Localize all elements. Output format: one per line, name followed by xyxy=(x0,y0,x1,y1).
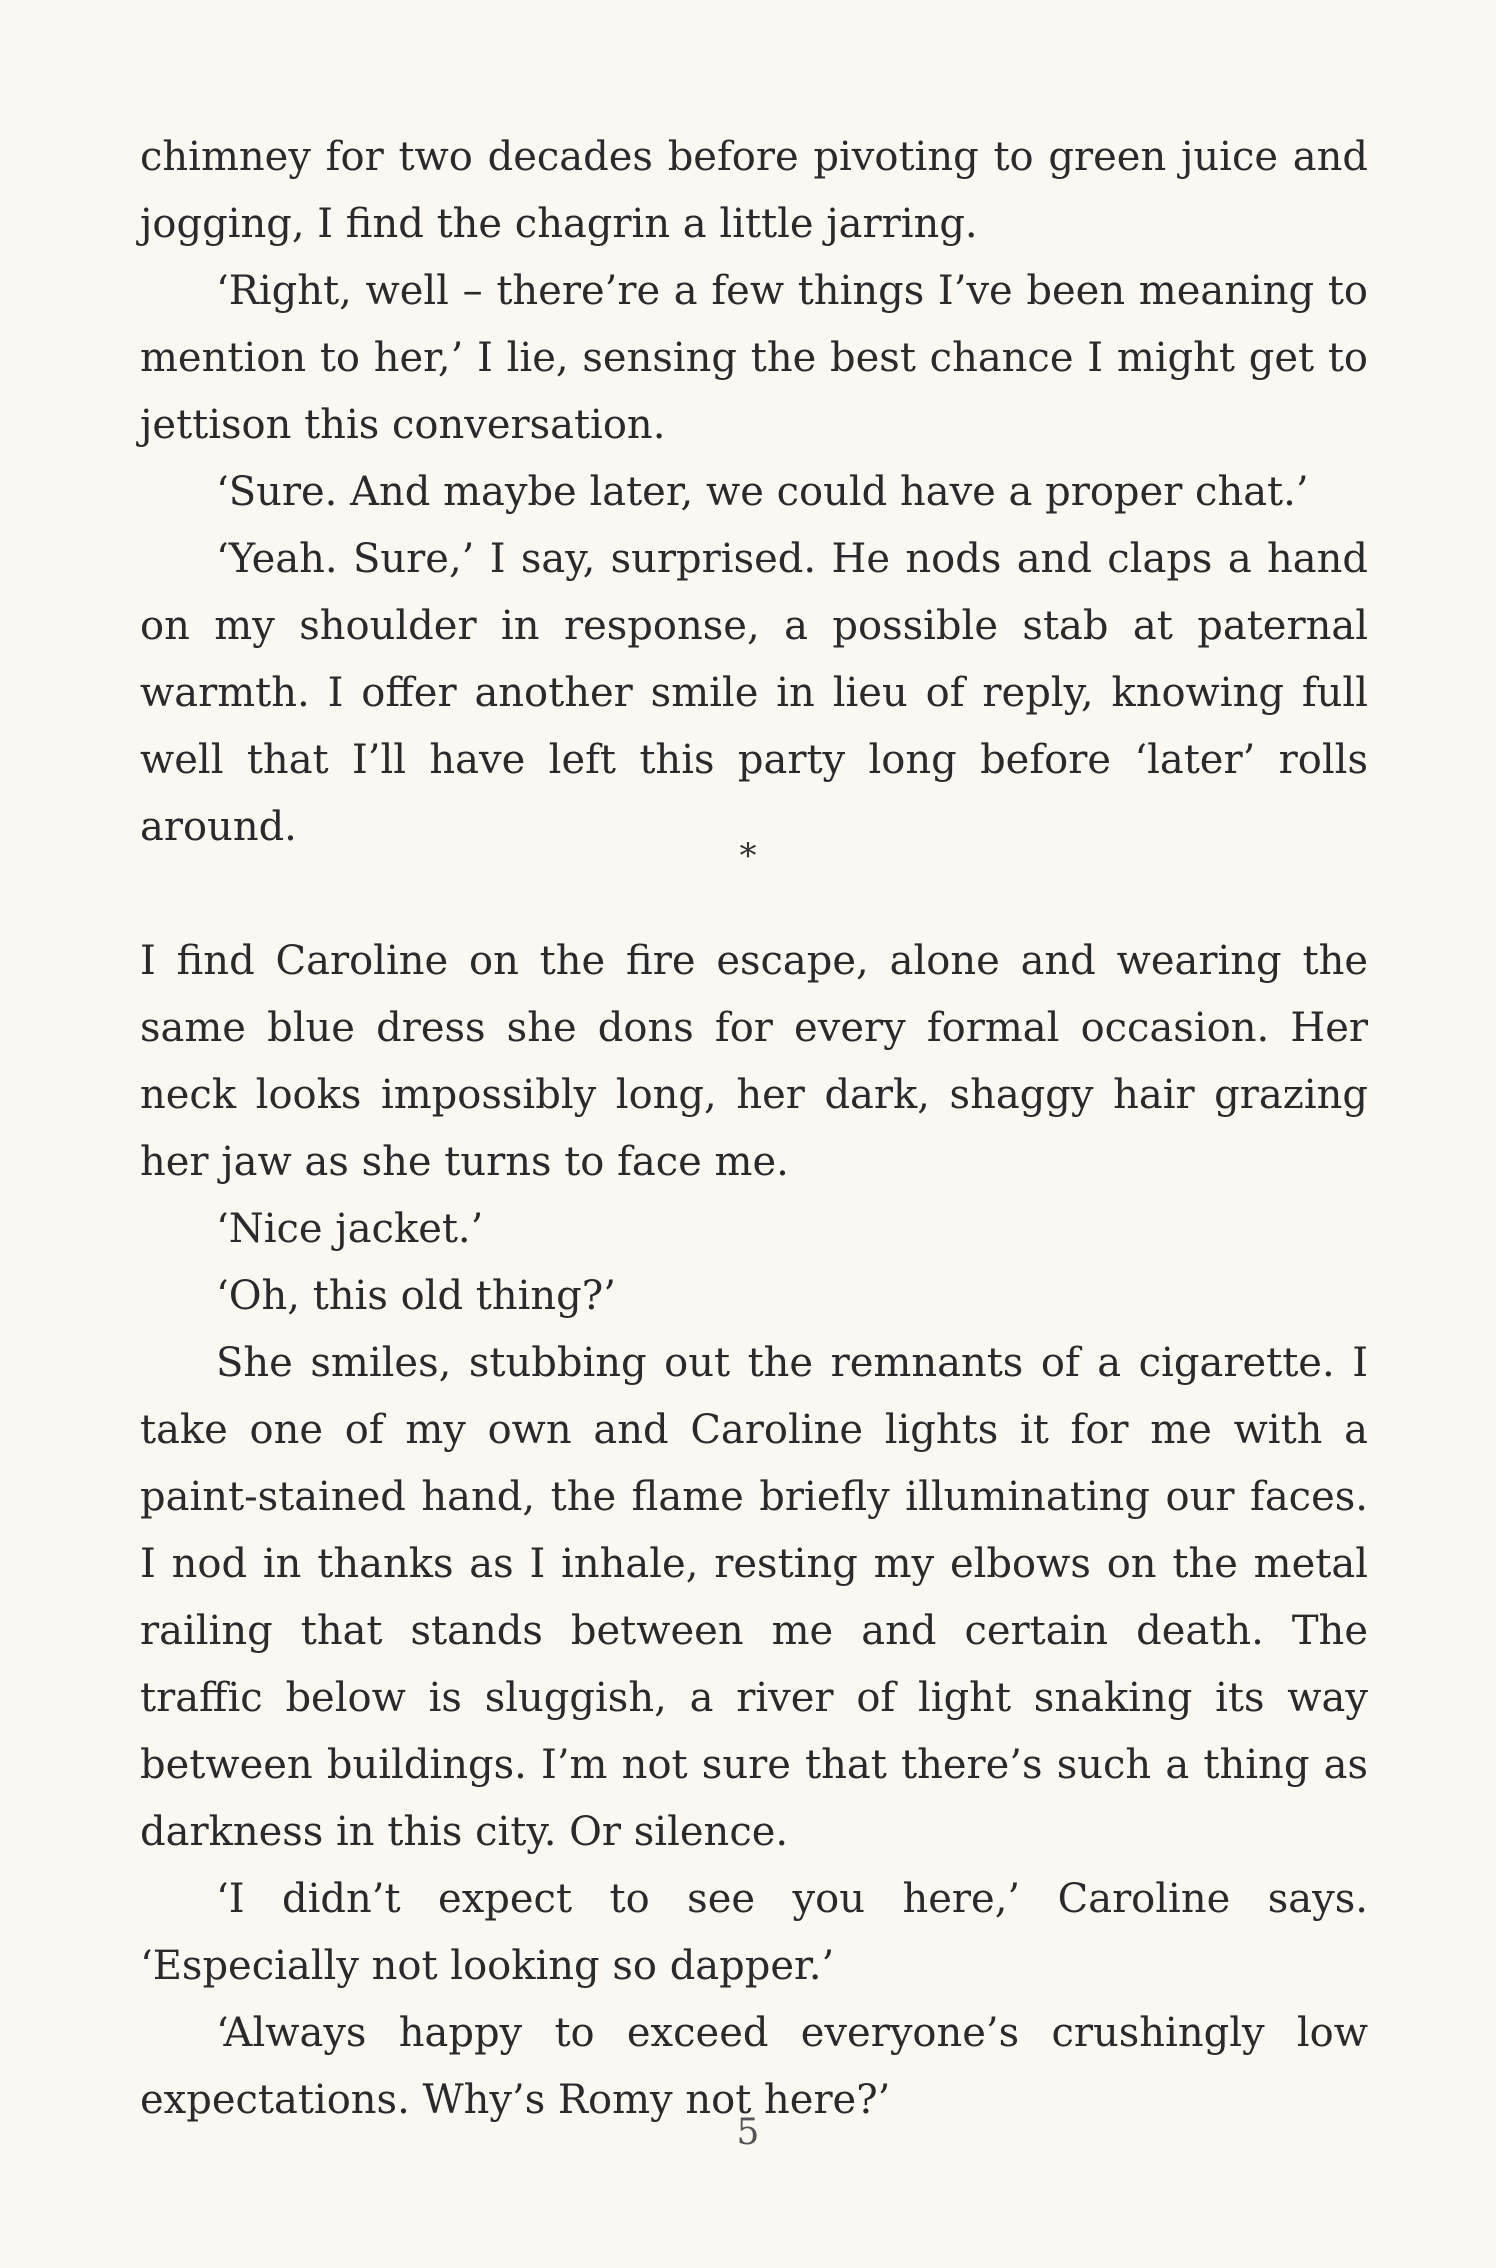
paragraph: She smiles, stubbing out the remnants of a cigarette. I take one of my own and Caroline lights it for me with a paint-stained hand, the flame briefly illuminating our faces. I nod in thanks as I inhale, resting my elbows on the metal railing that stands between me and certain death. The traffic below is sluggish, a river of light snaking its way between buildings. I’m not sure that there’s such a thing as darkness in this city. Or silence. xyxy=(140,1340,1368,1855)
paragraph: ‘Sure. And maybe later, we could have a proper chat.’ xyxy=(216,469,1309,515)
text-section-2 xyxy=(140,928,1368,2134)
scene-break: * xyxy=(739,836,757,876)
paragraph: ‘Oh, this old thing?’ xyxy=(216,1273,616,1319)
paragraph: ‘Always happy to exceed everyone’s crushingly low expectations. Why’s Romy not here?’ xyxy=(140,2010,1368,2123)
paragraph: I find Caroline on the fire escape, alone and wearing the same blue dress she dons for every formal occasion. Her neck looks impossibly long, her dark, shaggy hair grazing her jaw as she turns to face me. xyxy=(140,938,1368,1185)
paragraph: ‘Nice jacket.’ xyxy=(216,1206,484,1252)
paragraph: ‘Right, well – there’re a few things I’ve been meaning to mention to her,’ I lie, sensing the best chance I might get to jettison this conversation. xyxy=(140,268,1368,448)
paragraph: ‘I didn’t expect to see you here,’ Caroline says. ‘Especially not looking so dapper.’ xyxy=(140,1876,1368,1989)
paragraph: chimney for two decades before pivoting to green juice and jogging, I find the chagrin a little jarring. xyxy=(140,134,1368,247)
text-section-1 xyxy=(140,124,1368,861)
paragraph: ‘Yeah. Sure,’ I say, surprised. He nods and claps a hand on my shoulder in response, a possible stab at paternal warmth. I offer another smile in lieu of reply, knowing full well that I’ll have left this party long before ‘later’ rolls around. xyxy=(140,536,1368,850)
page-number: 5 xyxy=(736,2112,760,2153)
